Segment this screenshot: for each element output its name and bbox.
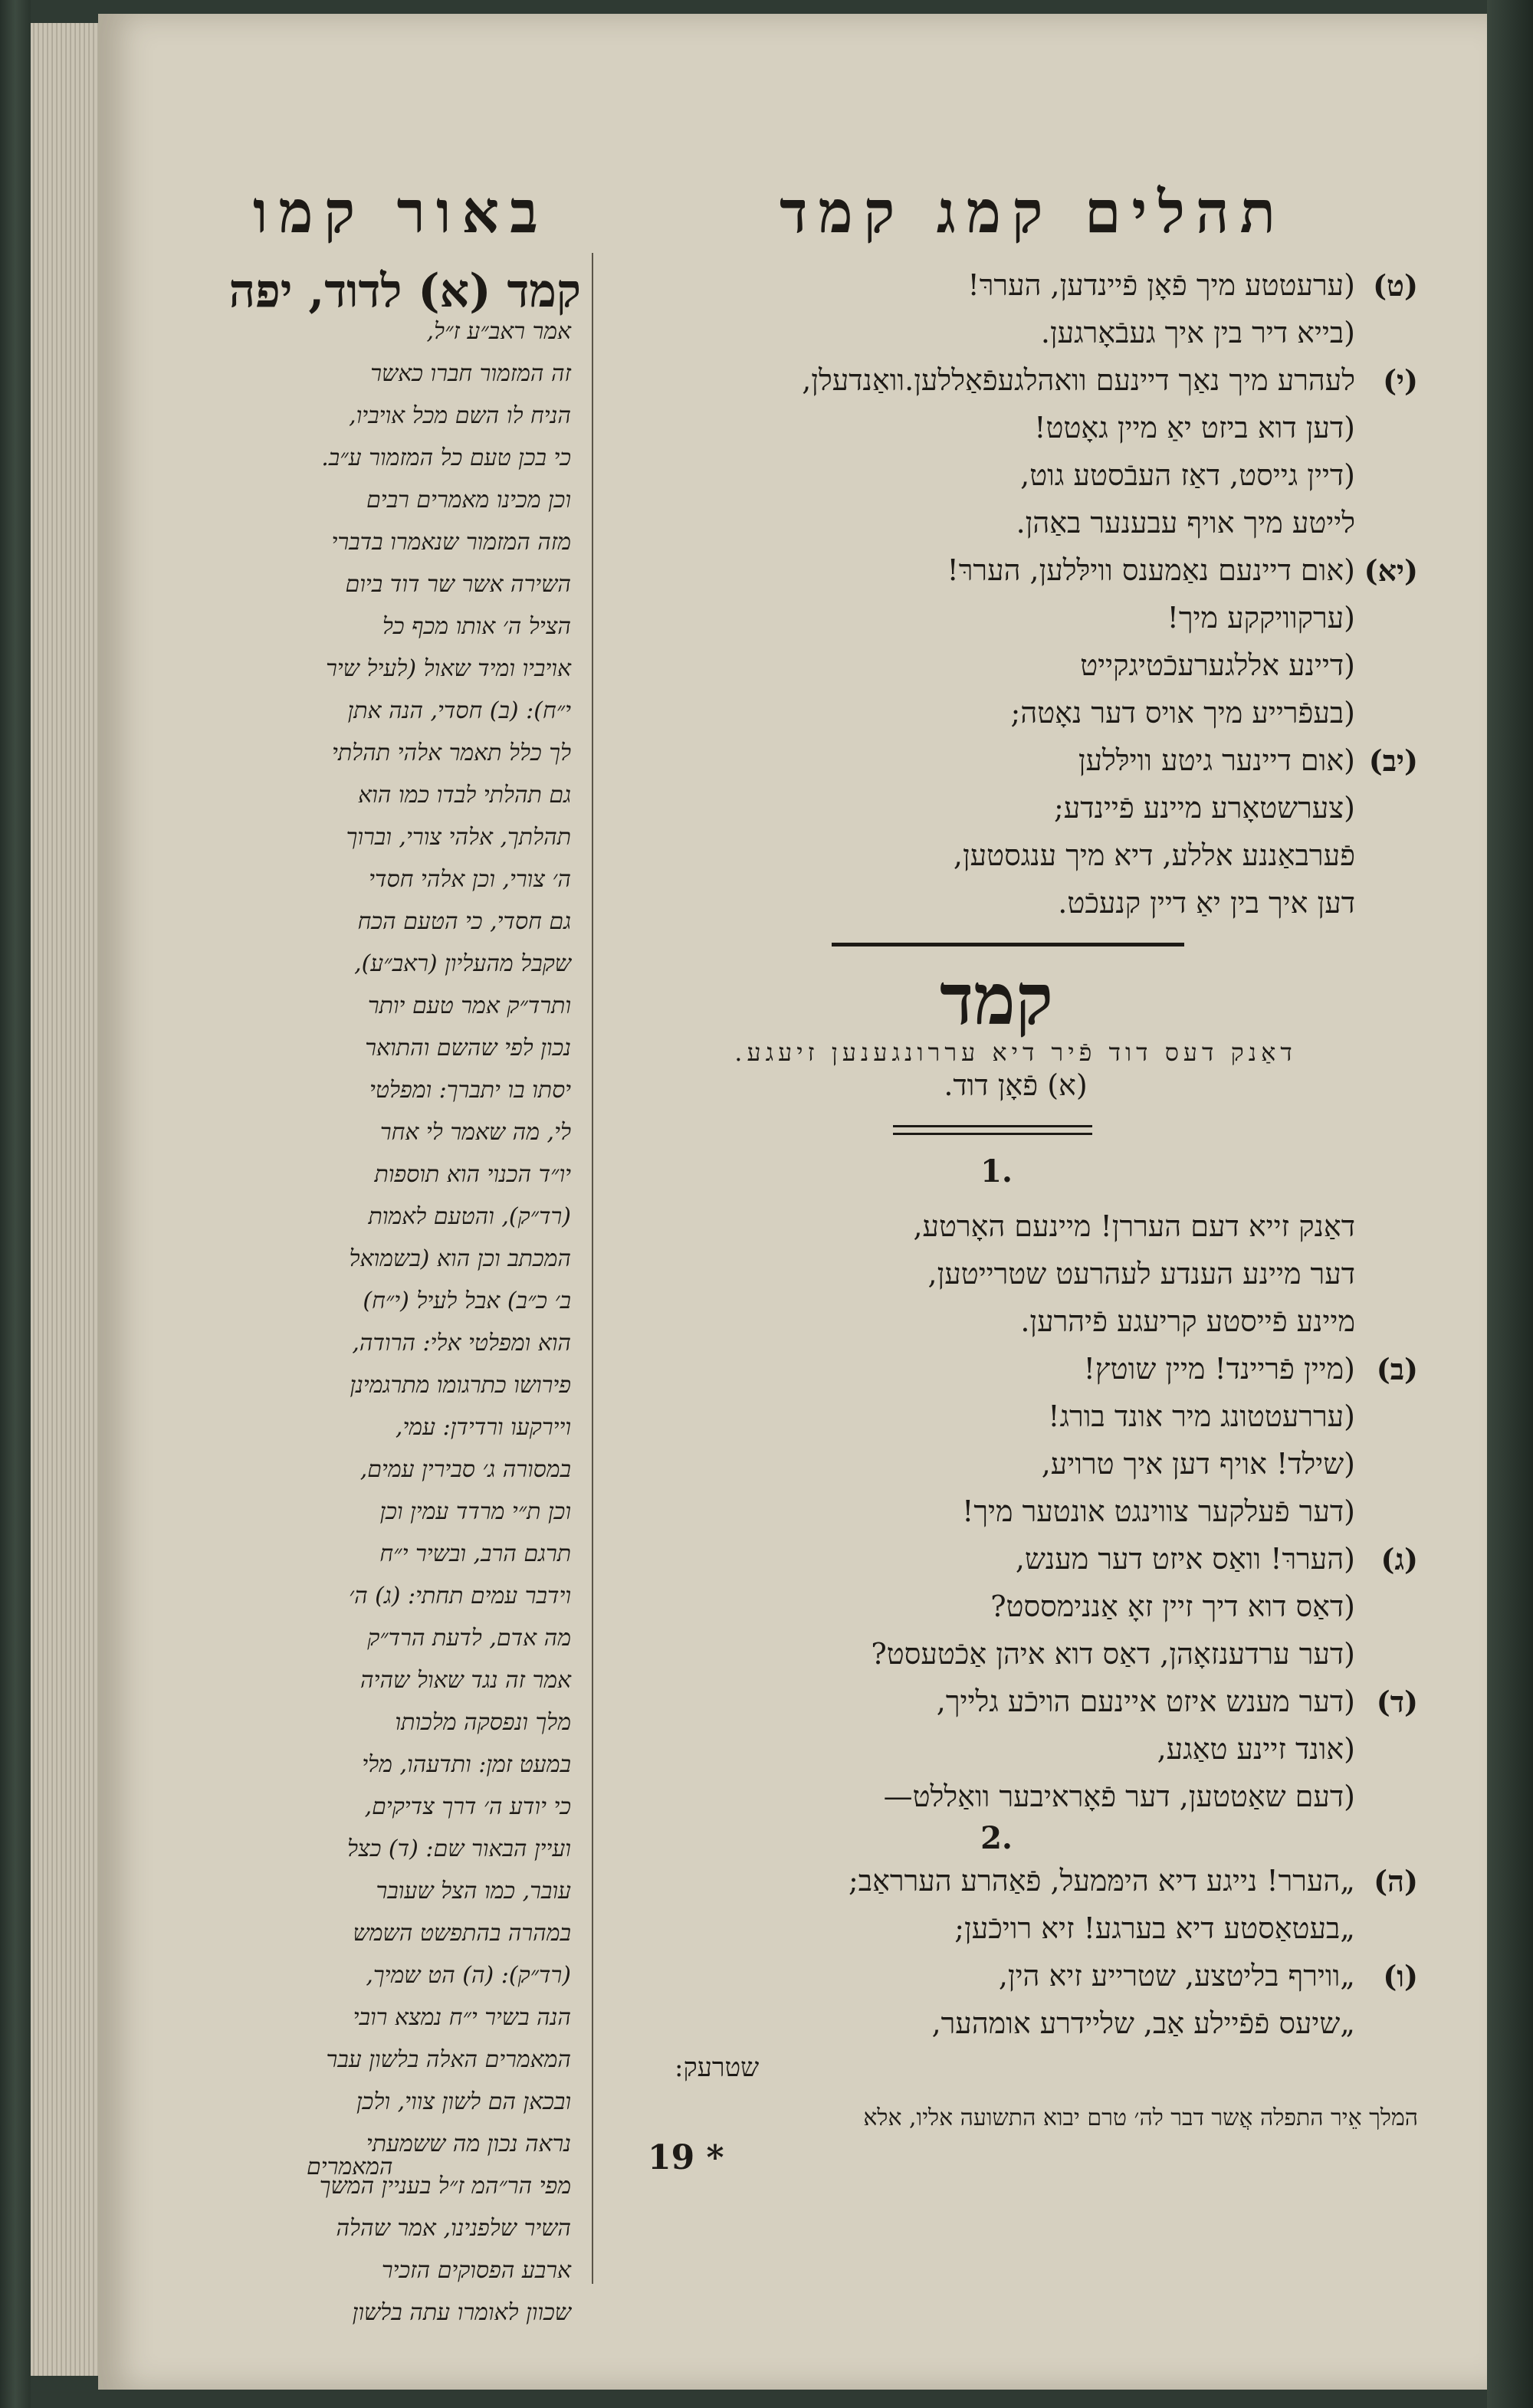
commentary-line: וכן מכינו מאמרים רבים [366, 487, 571, 513]
commentary-line: (רד״ק): (ה) הט שמיך, [366, 1962, 571, 1989]
commentary-line: הנה בשיר י״ח נמצא רובי [353, 2004, 571, 2031]
psalm-superscription: דאַנק דעס דוד פֿיר דיא עררונגענען זיעגע. [734, 1038, 1297, 1067]
verse-text: דאַנק זייא דעם העררן! מיינעם האָרטע, [913, 1209, 1355, 1243]
verse-number: (ט) [1373, 268, 1418, 303]
verse-line [613, 886, 1418, 933]
commentary-line: כי בכן טעם כל המזמור ע״ב. [321, 445, 571, 471]
commentary-line: תרגם הרב, ובשיר י״ח [379, 1540, 571, 1567]
verse-text: (ערעטטע מיך פֿאָן פֿיינדען, העררּ! [967, 268, 1355, 302]
verse-number: (ג) [1380, 1542, 1418, 1576]
commentary-line: פירושו כתרגומו מתרגמינן [350, 1372, 571, 1399]
commentary-line: ארבע הפסוקים הזכיר [381, 2257, 571, 2284]
commentary-line: ועיין הבאור שם: (ד) כצל [346, 1836, 571, 1862]
commentary-line: גם תהלתי לבדו כמו הוא [358, 782, 571, 809]
verse-line [613, 1685, 1418, 1732]
verse-number: (ד) [1376, 1685, 1418, 1719]
verse-text: „ווירף בליטצע, שטרייע זיא הין, [998, 1959, 1355, 1993]
verse-line [613, 1864, 1418, 1911]
verse-line [613, 1447, 1418, 1494]
commentary-line: גם חסדי, כי הטעם הכח [357, 908, 571, 935]
verse-text: (מיין פֿריינד! מיין שוטץ! [1083, 1352, 1355, 1386]
verse-line [613, 506, 1418, 553]
commentary-line: שכוון לאומרו עתה בלשון [352, 2299, 571, 2326]
verse-number: (ו) [1383, 1959, 1418, 1993]
verse-line [613, 553, 1418, 601]
verse-text: פֿערבאַננע אללע, דיא מיך ענגסטען, [953, 838, 1355, 872]
column-rule [592, 253, 593, 2284]
commentary-line: המאמרים האלה בלשון עבר [326, 2046, 571, 2073]
verse-text: (בעפֿרייע מיך אויס דער נאָטה; [1010, 696, 1355, 730]
signature-mark: 19 * [648, 2138, 724, 2177]
verse-number: (יב) [1368, 743, 1418, 778]
verse-number: (ה) [1374, 1864, 1418, 1898]
commentary-line: השיר שלפנינו, אמר שהלה [336, 2215, 571, 2242]
psalm-number: קמד [939, 958, 1054, 1041]
verse-text: (דער מענש איזט איינעם הויכֿע גלייך, [936, 1685, 1355, 1718]
commentary-line: יסתו בו יתברך: ומפלטי [369, 1077, 571, 1104]
verse-line [613, 648, 1418, 696]
verse-text: (ערקוויקקע מיך! [1167, 601, 1355, 635]
commentary-line: אויביו ומיד שאול (לעיל שיר [326, 655, 571, 682]
commentary-line: מלך ונפסקה מלכותו [395, 1709, 571, 1736]
verse-text: (צערשטאָרע מיינע פֿיינדע; [1054, 791, 1355, 825]
commentary-line: במסורה ג׳ סבירין עמים, [359, 1456, 571, 1483]
commentary-line: במהרה בהתפשט השמש [353, 1920, 571, 1947]
verse-text: (שילד! אויף דען איך טרויע, [1041, 1447, 1355, 1481]
verse-line [613, 1589, 1418, 1637]
footnote: המלך אֵיר התפלה אֲשר דבר לה׳ טרם יבוא התשועה אליו, אלא [863, 2105, 1418, 2131]
verse-text: „שיעס פֿפֿיילע אַב, שליידרע אומהער, [931, 2006, 1355, 2040]
verse-line [613, 1209, 1418, 1257]
book-binding [0, 0, 31, 2408]
verse-line [613, 2006, 1418, 2054]
verse-text: דער מיינע הענדע לעהרעט שטרייטען, [927, 1257, 1355, 1291]
running-head-main: תהלים קמג קמד [780, 178, 1286, 246]
verse-text: „בעטאַסטע דיא בערגע! זיא רויכֿען; [954, 1911, 1355, 1945]
section-number-2: 2. [980, 1820, 1013, 1856]
commentary-line: מפי הר״המ ז״ל בעניין המשך [319, 2173, 571, 2200]
verse-text: (העררּ! וואַס איזט דער מענש, [1015, 1542, 1355, 1576]
verse-line [613, 743, 1418, 791]
verse-text: מיינע פֿייסטע קריעגע פֿיהרען. [1020, 1304, 1355, 1338]
psalm-144-part-1 [613, 1209, 1418, 1827]
commentary-line: וידבר עמים תחתי: (ג) ה׳ [349, 1583, 571, 1609]
commentary-line: מזה המזמור שנאמרו בדברי [331, 529, 571, 556]
verse-line [613, 1399, 1418, 1447]
running-head-commentary: באור קמו [253, 178, 549, 246]
commentary-text [249, 318, 571, 2341]
commentary-line: (רד״ק), והטעם לאמות [368, 1203, 571, 1230]
verse-text: (דער פֿעלקער צווינגט אונטער מיך! [962, 1494, 1355, 1528]
verse-line [613, 601, 1418, 648]
verse-line [613, 1352, 1418, 1399]
verse-text: (אונד זיינע טאַגע, [1157, 1732, 1355, 1766]
verse-text: לעהרע מיך נאַך דיינעם וואהלגעפֿאַללען.וואַנדעלן, [802, 363, 1355, 397]
psalm-divider [832, 943, 1184, 946]
short-rule [893, 1125, 1092, 1127]
catchword: שטרעק: [675, 2052, 760, 2083]
commentary-line: י״ח): (ב) חסדי, הנה אתן [347, 697, 571, 724]
commentary-line: ב׳ כ״ב) אבל לעיל (י״ח) [363, 1288, 571, 1314]
commentary-line: אמר ראב״ע ז״ל, [426, 318, 571, 345]
psalm-143-ending [613, 268, 1418, 933]
commentary-line: תהלתך, אלהי צורי, וברוך [346, 824, 571, 851]
commentary-line: לי, מה שאמר לי אחר [379, 1119, 571, 1146]
book-cover-edge [1487, 0, 1533, 2408]
verse-line [613, 1959, 1418, 2006]
commentary-line: ה׳ צורי, וכן אלהי חסדי [369, 866, 571, 893]
verse-text: (דען דוא ביזט יאַ מיין גאָטט! [1034, 411, 1355, 445]
commentary-tail: המאמרים [307, 2154, 393, 2180]
page-edges [31, 23, 100, 2376]
verse-line [613, 363, 1418, 411]
verse-line [613, 458, 1418, 506]
verse-line [613, 1542, 1418, 1589]
commentary-line: אמר זה נגד שאול שהיה [360, 1667, 571, 1694]
verse-line [613, 1637, 1418, 1685]
psalm-144-part-2 [613, 1864, 1418, 2054]
commentary-heading: קמד (א) לדוד, יפה [228, 264, 581, 318]
commentary-line: הוא ומפלטי אלי: הרודה, [352, 1330, 571, 1357]
commentary-line: עובר, כמו הצל שעובר [376, 1878, 571, 1904]
verse-text: (דיינע אללגערעכֿטיגקייט [1080, 648, 1355, 682]
commentary-line: הציל ה׳ אותו מכף כל [382, 613, 571, 640]
commentary-line: זה המזמור חברו כאשר [370, 360, 571, 387]
verse-line [613, 1911, 1418, 1959]
verse-line [613, 1732, 1418, 1780]
verse-text: (דער ערדענזאָהן, דאַס דוא איהן אַכֿטעסט? [871, 1637, 1355, 1671]
verse-text: (אום דיינעם נאַמענס ווילּלען, העררּ! [947, 553, 1355, 587]
verse-text: לייטע מיך אויף עבענער באַהן. [1016, 506, 1355, 540]
commentary-line: ובכאן הם לשון צווי, ולכן [356, 2088, 571, 2115]
commentary-line: נכון לפי שהשם והתואר [365, 1035, 571, 1061]
verse-text: (עררעטטונג מיר אונד בורג! [1048, 1399, 1355, 1433]
commentary-line: יו״ד הכנוי הוא תוספות [374, 1161, 571, 1188]
verse-text: דען איך בין יאַ דיין קנעכֿט. [1058, 886, 1355, 920]
commentary-line: נראה נכון מה ששמעתי [366, 2131, 571, 2157]
commentary-line: כי יודע ה׳ דרך צדיקים, [364, 1793, 571, 1820]
verse-text: (אום דיינער גיטע ווילּלען [1078, 743, 1355, 777]
verse-text: (דאַס דוא דיך זיין זאָ אַננימססט? [990, 1589, 1355, 1623]
commentary-line: הניח לו השם מכל אויביו, [349, 402, 571, 429]
verse-text: „הערר! נייגע דיא הימּמעל, פֿאַהרע הערראַב; [848, 1864, 1355, 1898]
verse-text: (דעם שאַטטען, דער פֿאָראיבער וואַללט— [883, 1780, 1355, 1813]
verse-line [613, 838, 1418, 886]
commentary-line: מה אדם, לדעת הרד״ק [367, 1625, 571, 1652]
verse-number: (י) [1383, 363, 1418, 398]
verse-line [613, 1304, 1418, 1352]
verse-line [613, 791, 1418, 838]
verse-line [613, 1494, 1418, 1542]
commentary-line: לך כלל תאמר אלהי תהלתי [331, 740, 571, 766]
verse-line [613, 316, 1418, 363]
psalm-subhead: (א) פֿאָן דוד. [944, 1068, 1088, 1102]
commentary-line: ויירקעו ורדידן: עמי, [395, 1414, 571, 1441]
commentary-line: ותרד״ק אמר טעם יותר [367, 992, 571, 1019]
verse-text: (דיין גייסט, דאַז העבֿסטע גוט, [1020, 458, 1355, 492]
verse-line [613, 696, 1418, 743]
verse-number: (ב) [1376, 1352, 1418, 1386]
section-number-1: 1. [980, 1153, 1013, 1189]
verse-line [613, 268, 1418, 316]
short-rule-2 [893, 1133, 1092, 1135]
verse-number: (יא) [1364, 553, 1418, 588]
commentary-line: השירה אשר שר דוד ביום [345, 571, 571, 598]
commentary-line: במעט זמן: ותדעהו, מלי [362, 1751, 571, 1778]
verse-text: (בייא דיר בין איך געבֿאָרגען. [1040, 316, 1355, 349]
verse-line [613, 1257, 1418, 1304]
commentary-line: וכן ת״י מרדד עמין וכן [379, 1498, 571, 1525]
commentary-line: המכתב וכן הוא (בשמואל [349, 1245, 571, 1272]
verse-line [613, 411, 1418, 458]
commentary-line: שקבל מהעליון (ראב״ע), [354, 950, 571, 977]
